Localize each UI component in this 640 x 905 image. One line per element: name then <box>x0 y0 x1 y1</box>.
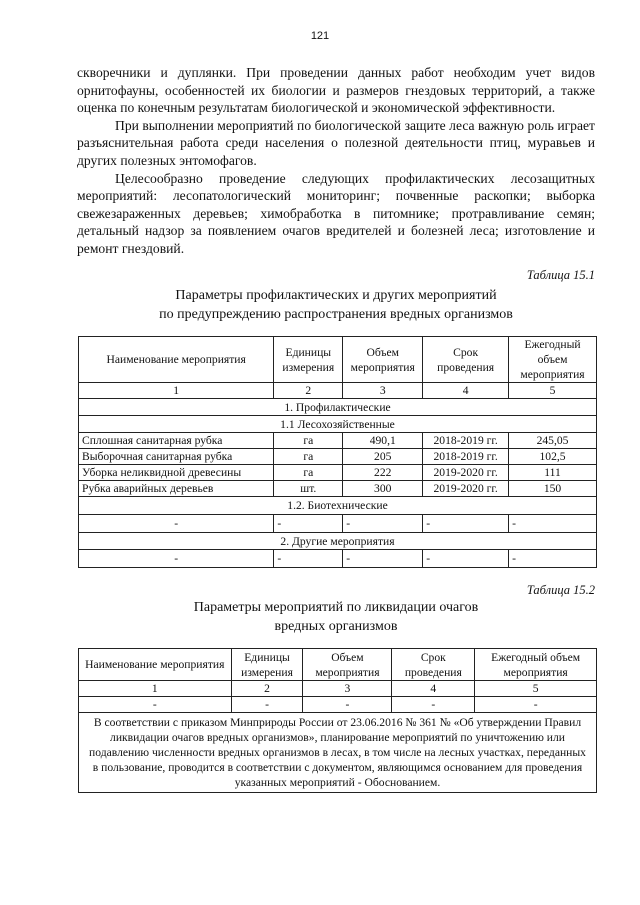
table-title-line: по предупреждению распространения вредных организмов <box>159 307 513 322</box>
cell-annual: 111 <box>509 465 597 481</box>
paragraph: При выполнении мероприятий по биологической защите леса важную роль играет разъяснительная работа среди населения о полезной деятельности птиц, муравьев и других полезных энтомофагов. <box>77 117 595 168</box>
empty-cell: - <box>274 550 343 568</box>
section-label: 2. Другие мероприятия <box>79 533 597 550</box>
cell-annual: 102,5 <box>509 449 597 465</box>
table-15-2 <box>78 648 597 793</box>
cell-annual: 245,05 <box>509 433 597 449</box>
cell-period: 2018-2019 гг. <box>423 449 509 465</box>
subsection-row <box>79 416 597 433</box>
cell-period: 2018-2019 гг. <box>423 433 509 449</box>
column-number: 3 <box>343 383 423 399</box>
cell-unit: га <box>274 433 343 449</box>
table-row <box>79 550 597 568</box>
column-number: 5 <box>509 383 597 399</box>
cell-period: 2019-2020 гг. <box>423 465 509 481</box>
empty-cell: - <box>423 515 509 533</box>
header-cell: Ежегодный объем мероприятия <box>509 337 597 383</box>
column-number: 5 <box>475 681 597 697</box>
header-cell: Объем мероприятия <box>343 337 423 383</box>
cell-activity: Выборочная санитарная рубка <box>79 449 274 465</box>
empty-cell: - <box>79 550 274 568</box>
empty-cell: - <box>509 550 597 568</box>
table-number-row <box>79 681 597 697</box>
page-number: 121 <box>310 30 330 42</box>
table-title-15-1 <box>0 286 640 324</box>
empty-cell: - <box>475 697 597 713</box>
table-title-line: вредных организмов <box>274 619 398 634</box>
table-row <box>79 465 597 481</box>
paragraph: скворечники и дуплянки. При проведении данных работ необходим учет видов орнитофауны, особенностей их биологии и размеров гнездовых территорий, а также оценка по конечным результатам биологической и экономической эффективности. <box>77 65 595 116</box>
body-text <box>77 64 595 258</box>
table-title-line: Параметры профилактических и других мероприятий <box>175 288 497 303</box>
cell-annual: 150 <box>509 481 597 497</box>
table-caption-15-2: Таблица 15.2 <box>526 583 595 597</box>
table-15-1 <box>78 336 597 568</box>
header-cell: Ежегодный объем мероприятия <box>475 649 597 681</box>
cell-period: 2019-2020 гг. <box>423 481 509 497</box>
subsection-row <box>79 497 597 515</box>
section-row <box>79 533 597 550</box>
header-cell: Наименование мероприятия <box>79 337 274 383</box>
header-cell: Единицы измерения <box>231 649 303 681</box>
empty-cell: - <box>423 550 509 568</box>
column-number: 3 <box>303 681 392 697</box>
empty-cell: - <box>79 697 232 713</box>
column-number: 1 <box>79 383 274 399</box>
empty-cell: - <box>79 515 274 533</box>
paragraph: Целесообразно проведение следующих профилактических лесозащитных мероприятий: лесопатологический мониторинг; почвенные раскопки; выборка свежезараженных деревьев; химобработка в питомнике; протравливание семян; детальный надзор за появлением очагов вредителей и болезней леса; изготовление и ремонт гнездовий. <box>77 170 595 256</box>
empty-cell: - <box>343 550 423 568</box>
table-header-row <box>79 649 597 681</box>
cell-volume: 490,1 <box>343 433 423 449</box>
column-number: 2 <box>274 383 343 399</box>
table-row <box>79 449 597 465</box>
header-cell: Объем мероприятия <box>303 649 392 681</box>
table-row <box>79 515 597 533</box>
cell-activity: Рубка аварийных деревьев <box>79 481 274 497</box>
empty-cell: - <box>303 697 392 713</box>
subsection-label: 1.2. Биотехнические <box>79 497 597 515</box>
section-row <box>79 399 597 416</box>
section-label: 1. Профилактические <box>79 399 597 416</box>
header-cell: Срок проведения <box>392 649 475 681</box>
column-number: 4 <box>423 383 509 399</box>
empty-cell: - <box>509 515 597 533</box>
empty-cell: - <box>392 697 475 713</box>
table-title-15-2 <box>0 598 640 636</box>
table-caption-15-1: Таблица 15.1 <box>526 268 595 282</box>
cell-unit: га <box>274 449 343 465</box>
table-number-row <box>79 383 597 399</box>
empty-cell: - <box>274 515 343 533</box>
header-cell: Срок проведения <box>423 337 509 383</box>
cell-volume: 300 <box>343 481 423 497</box>
column-number: 4 <box>392 681 475 697</box>
cell-volume: 205 <box>343 449 423 465</box>
cell-volume: 222 <box>343 465 423 481</box>
table-row <box>79 697 597 713</box>
empty-cell: - <box>343 515 423 533</box>
cell-activity: Сплошная санитарная рубка <box>79 433 274 449</box>
note-row <box>79 713 597 793</box>
table-row <box>79 433 597 449</box>
column-number: 2 <box>231 681 303 697</box>
subsection-label: 1.1 Лесохозяйственные <box>79 416 597 433</box>
legal-note: В соответствии с приказом Минприроды России от 23.06.2016 № 361 № «Об утверждении Правил ликвидации очагов вредных организмов», планирование мероприятий по уничтожению или подавлению численности вредных организмов в лесах, в том числе на лесных участках, переданных в пользование, проводится в соответствии с документом, являющимся основанием для проведения указанных мероприятий - Обоснованием. <box>79 713 597 793</box>
table-header-row <box>79 337 597 383</box>
cell-unit: шт. <box>274 481 343 497</box>
cell-activity: Уборка неликвидной древесины <box>79 465 274 481</box>
empty-cell: - <box>231 697 303 713</box>
table-title-line: Параметры мероприятий по ликвидации очагов <box>193 600 479 615</box>
header-cell: Единицы измерения <box>274 337 343 383</box>
column-number: 1 <box>79 681 232 697</box>
header-cell: Наименование мероприятия <box>79 649 232 681</box>
table-row <box>79 481 597 497</box>
cell-unit: га <box>274 465 343 481</box>
